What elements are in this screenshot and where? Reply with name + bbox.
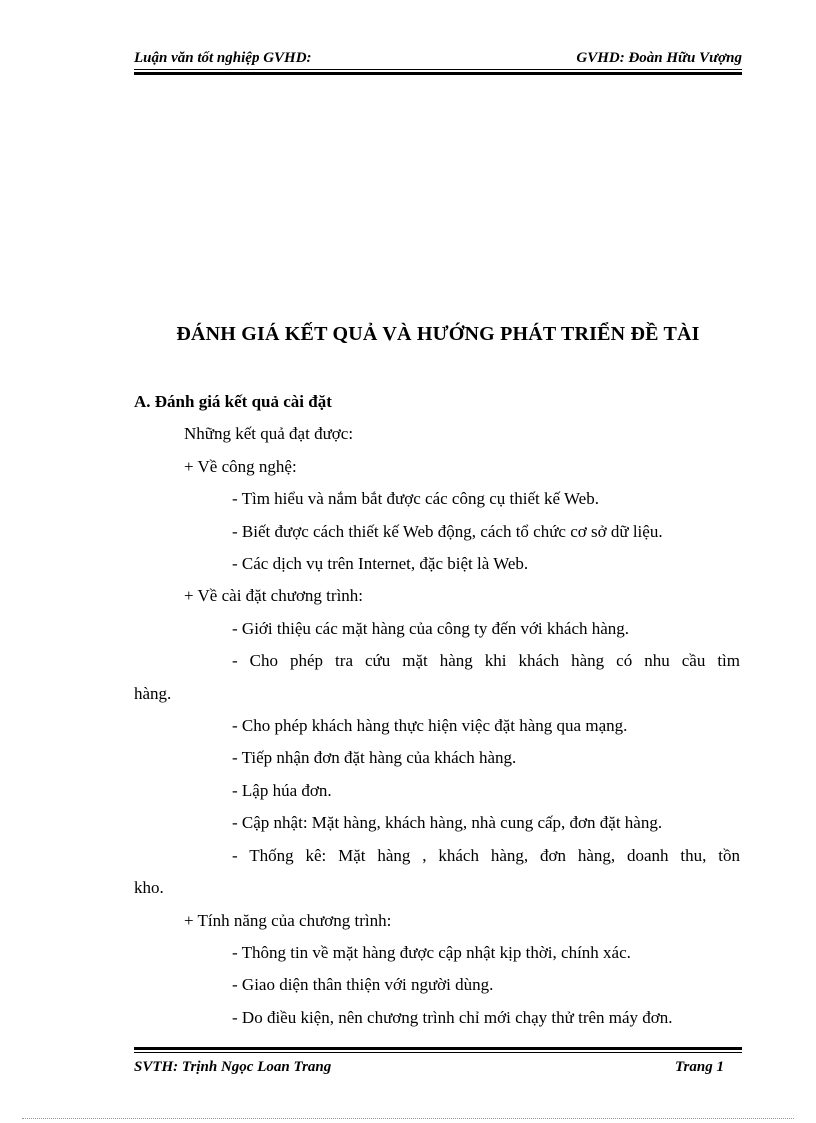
footer-rule-top bbox=[134, 1047, 742, 1050]
program-item: - Cho phép khách hàng thực hiện việc đặt hàng qua mạng. bbox=[232, 716, 628, 736]
program-item-justified: - Cho phép tra cứu mặt hàng khi khách hàng có nhu cầu tìm bbox=[232, 651, 740, 671]
technology-item: - Tìm hiểu và nắm bắt được các công cụ thiết kế Web. bbox=[232, 489, 599, 509]
footer-rule-bottom bbox=[134, 1052, 742, 1053]
features-item: - Giao diện thân thiện với người dùng. bbox=[232, 975, 494, 995]
header-rule-top bbox=[134, 69, 742, 70]
page-header bbox=[134, 48, 742, 68]
features-item: - Thông tin về mặt hàng được cập nhật kịp thời, chính xác. bbox=[232, 942, 631, 962]
header-left: Luận văn tốt nghiệp GVHD: bbox=[134, 50, 312, 66]
program-item: - Lập húa đơn. bbox=[232, 780, 332, 800]
section-a-heading: A. Đánh giá kết quả cài đặt bbox=[134, 392, 332, 411]
page-bottom-edge bbox=[22, 1118, 794, 1119]
document-body bbox=[134, 386, 740, 1034]
program-item: - Tiếp nhận đơn đặt hàng của khách hàng. bbox=[232, 748, 517, 768]
features-item: - Do điều kiện, nên chương trình chỉ mới chạy thử trên máy đơn. bbox=[232, 1007, 673, 1027]
technology-item: - Biết được cách thiết kế Web động, cách tổ chức cơ sở dữ liệu. bbox=[232, 521, 663, 541]
features-label: + Tính năng của chương trình: bbox=[184, 910, 392, 930]
header-right: GVHD: Đoàn Hữu Vượng bbox=[576, 50, 742, 66]
footer-right: Trang 1 bbox=[674, 1059, 724, 1075]
program-item-continuation: hàng. bbox=[134, 683, 172, 703]
page-footer bbox=[134, 1057, 724, 1077]
technology-label: + Về công nghệ: bbox=[184, 456, 297, 476]
program-item-justified: - Thống kê: Mặt hàng , khách hàng, đơn hàng, doanh thu, tồn bbox=[232, 845, 740, 865]
header-rule-bottom bbox=[134, 72, 742, 75]
program-item: - Cập nhật: Mặt hàng, khách hàng, nhà cung cấp, đơn đặt hàng. bbox=[232, 813, 663, 833]
section-a-intro: Những kết quả đạt được: bbox=[184, 424, 354, 444]
technology-item: - Các dịch vụ trên Internet, đặc biệt là Web. bbox=[232, 554, 529, 574]
footer-left: SVTH: Trịnh Ngọc Loan Trang bbox=[134, 1059, 332, 1075]
program-label: + Về cài đặt chương trình: bbox=[184, 586, 364, 606]
program-item: - Giới thiệu các mặt hàng của công ty đến với khách hàng. bbox=[232, 618, 630, 638]
program-item-continuation: kho. bbox=[134, 878, 164, 898]
page-title: ĐÁNH GIÁ KẾT QUẢ VÀ HƯỚNG PHÁT TRIỂN ĐỀ TÀI bbox=[176, 323, 700, 345]
